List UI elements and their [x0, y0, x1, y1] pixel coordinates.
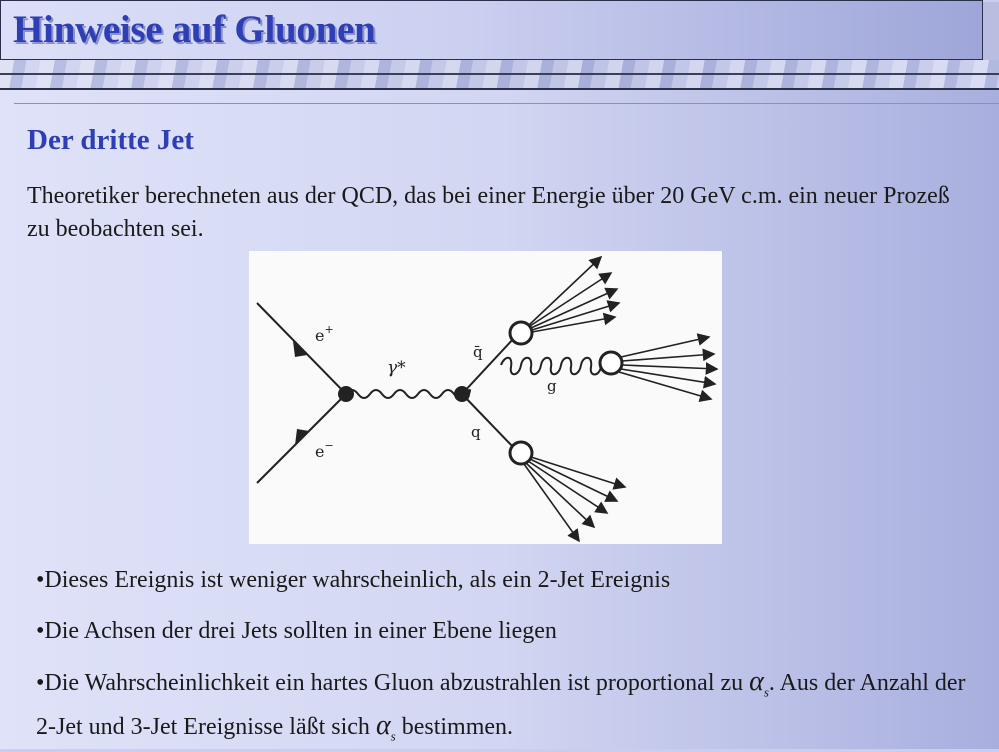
- label-g: g: [547, 377, 557, 395]
- bullet-3-text-c: bestimmen.: [395, 713, 514, 740]
- feynman-diagram-svg: [249, 251, 722, 544]
- e-plus-line: [257, 303, 346, 394]
- bullet-3-text-b: . Aus der Anzahl der 2-Jet und 3-Jet Ereignisse läßt sich: [36, 670, 966, 740]
- feynman-diagram: [249, 251, 722, 544]
- bullet-item-3: [36, 665, 966, 752]
- gluon-line: [501, 358, 601, 375]
- title-shadow: [983, 2, 999, 62]
- jet-middle-tracks: [619, 337, 717, 399]
- q-line: [462, 394, 515, 449]
- label-gamma: γ*: [387, 358, 406, 378]
- label-qbar: q̄: [473, 343, 483, 361]
- bullet-item-2: •Die Achsen der drei Jets sollten in einer Ebene liegen: [36, 618, 557, 644]
- alpha-s-symbol-1: $\alpha_s$: [749, 666, 769, 700]
- jet-middle: [600, 352, 622, 374]
- photon-line: [346, 390, 470, 398]
- bullet-item-1: •Dieses Ereignis ist weniger wahrscheinlich, als ein 2-Jet Ereignis: [36, 567, 671, 593]
- slide-subtitle: Der dritte Jet: [27, 124, 194, 156]
- label-e-plus: e+: [315, 323, 334, 345]
- qbar-line: [462, 337, 515, 394]
- e-plus-arrow-icon: [293, 341, 307, 357]
- intro-paragraph: Theoretiker berechneten aus der QCD, das bei einer Energie über 20 GeV c.m. ein neuer Prozeß zu beobachten sei.: [27, 183, 950, 242]
- e-minus-arrow-icon: [295, 429, 309, 445]
- label-e-minus: e−: [315, 439, 334, 461]
- jet-top: [510, 322, 532, 344]
- bullet-3-text-a: •Die Wahrscheinlichkeit ein hartes Gluon abzustrahlen ist proportional zu: [36, 670, 750, 696]
- alpha-s-symbol-2: $\alpha_s$: [375, 709, 396, 744]
- jet-top-tracks: [529, 257, 619, 332]
- label-q: q: [471, 423, 481, 441]
- jet-bottom-tracks: [524, 457, 625, 541]
- vertex-left: [338, 386, 354, 402]
- title-bar: [0, 0, 983, 60]
- slide-title: Hinweise auf Gluonen: [13, 8, 376, 51]
- content-inner-line: [14, 103, 999, 104]
- strip-divider: [0, 73, 999, 75]
